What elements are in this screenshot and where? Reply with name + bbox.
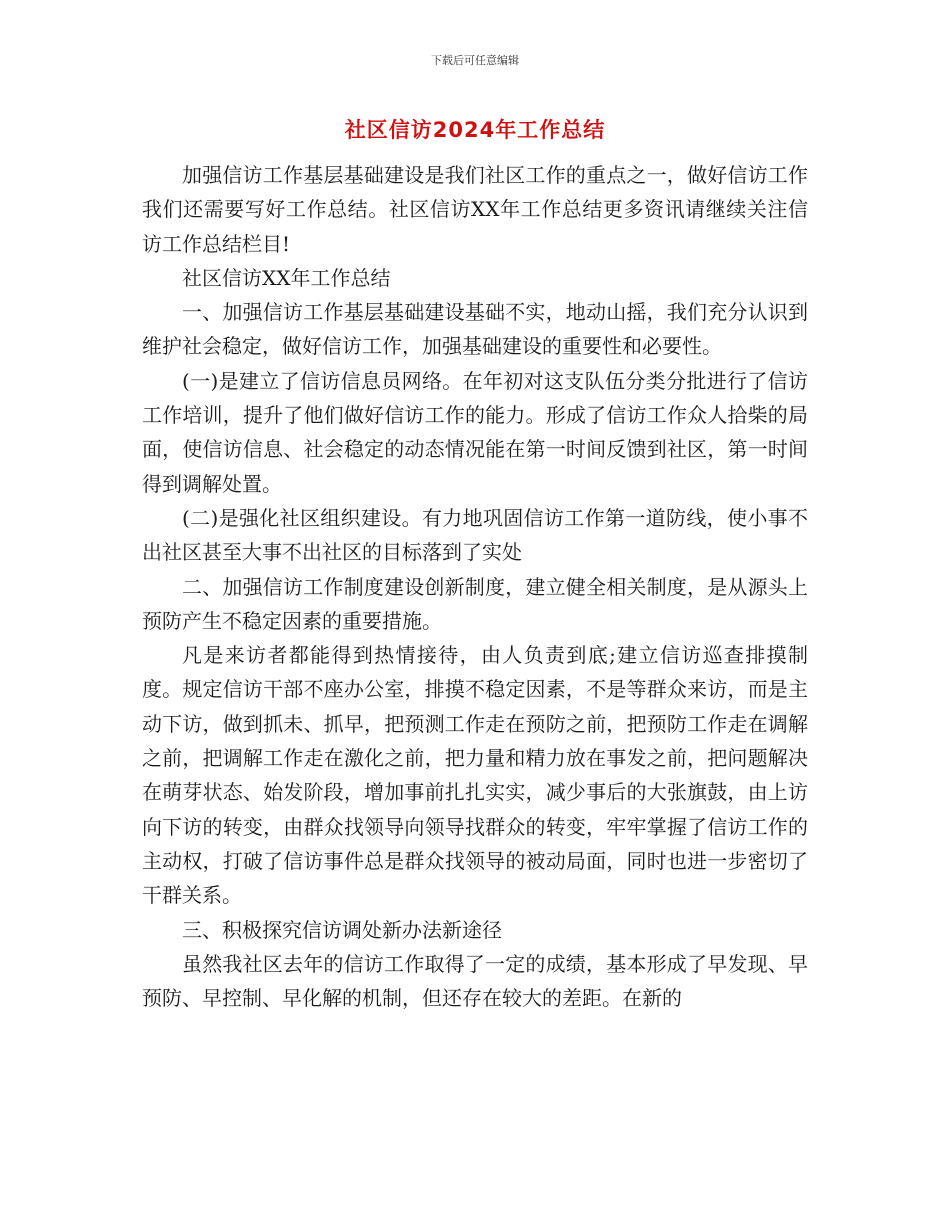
paragraph-section-1: 一、加强信访工作基层基础建设基础不实，地动山摇，我们充分认识到维护社会稳定，做好信访工作，加强基础建设的重要性和必要性。	[142, 300, 808, 359]
paragraph-section-2-detail: 凡是来访者都能得到热情接待，由人负责到底;建立信访巡查排摸制度。规定信访干部不座办公室，排摸不稳定因素，不是等群众来访，而是主动下访，做到抓未、抓早，把预测工作走在预防之前，把预防工作走在调解之前，把调解工作走在激化之前，把力量和精力放在事发之前，把问题解决在萌芽状态、始发阶段，增加事前扎扎实实，减少事后的大张旗鼓，由上访向下访的转变，由群众找领导向领导找群众的转变，牢牢掌握了信访工作的主动权，打破了信访事件总是群众找领导的被动局面，同时也进一步密切了干群关系。	[142, 643, 808, 908]
paragraph-item-1: (一)是建立了信访信息员网络。在年初对这支队伍分类分批进行了信访工作培训，提升了他们做好信访工作的能力。形成了信访工作众人拾柴的局面，使信访信息、社会稳定的动态情况能在第一时间反馈到社区，第一时间得到调解处置。	[142, 368, 808, 496]
document-body	[142, 158, 808, 1015]
header-note: 下载后可任意编辑	[431, 54, 519, 67]
document-title: 社区信访2024年工作总结	[344, 118, 606, 142]
paragraph-intro: 加强信访工作基层基础建设是我们社区工作的重点之一，做好信访工作我们还需要写好工作总结。社区信访XX年工作总结更多资讯请继续关注信访工作总结栏目!	[142, 163, 808, 256]
paragraph-section-3: 三、积极探究信访调处新办法新途径	[182, 917, 502, 942]
paragraph-item-2: (二)是强化社区组织建设。有力地巩固信访工作第一道防线，使小事不出社区甚至大事不出社区的目标落到了实处	[142, 505, 808, 565]
paragraph-section-2: 二、加强信访工作制度建设创新制度，建立健全相关制度，是从源头上预防产生不稳定因素的重要措施。	[142, 574, 808, 633]
paragraph-section-3-detail: 虽然我社区去年的信访工作取得了一定的成绩，基本形成了早发现、早预防、早控制、早化解的机制，但还存在较大的差距。在新的	[142, 951, 808, 1011]
paragraph-subtitle: 社区信访XX年工作总结	[182, 265, 391, 290]
